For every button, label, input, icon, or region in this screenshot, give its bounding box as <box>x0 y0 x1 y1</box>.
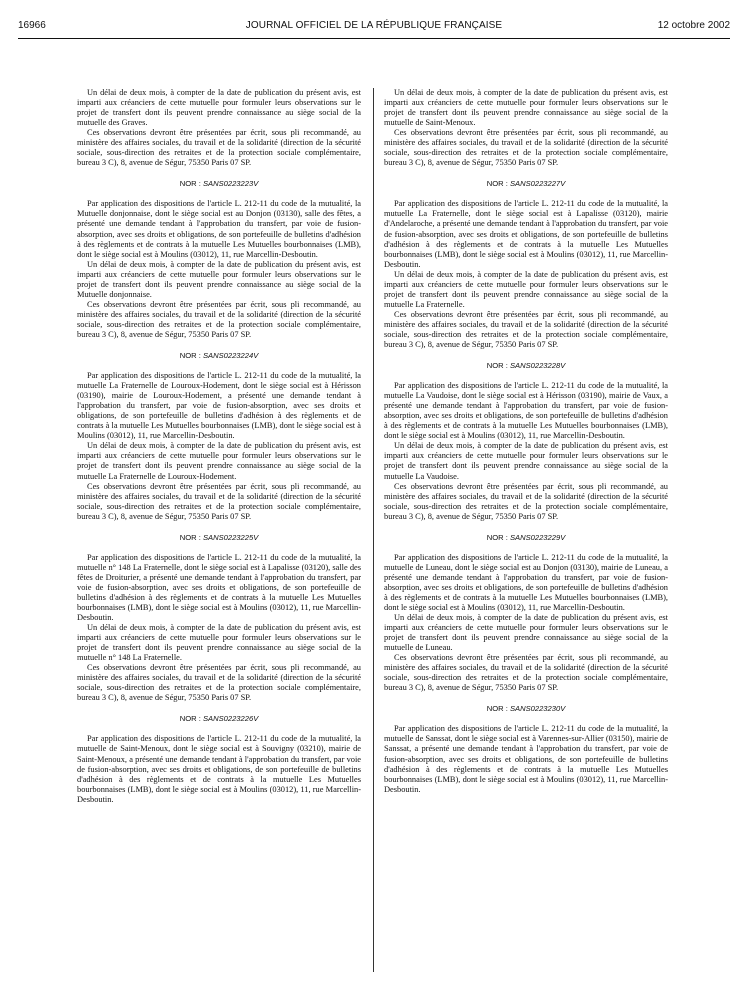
column-divider <box>373 88 374 972</box>
nor-reference <box>77 179 361 189</box>
nor-code: SANS0223226V <box>202 714 259 724</box>
paragraph: Un délai de deux mois, à compter de la date de publication du présent avis, est imparti aux créanciers de cette mutuelle pour formuler leurs observations sur le projet de transfert dont ils peuvent prendre connaissance au siège social de la mutuelle n° 148 La Fraternelle. <box>77 623 361 663</box>
paragraph: Ces observations devront être présentées par écrit, sous pli recommandé, au ministère des affaires sociales, du travail et de la solidarité (direction de la sécurité sociale, sous-direction des retraites et de la protection sociale complémentaire, bureau 3 C), 8, avenue de Ségur, 75350 Paris 07 SP. <box>384 653 668 693</box>
paragraph: Par application des dispositions de l'article L. 212-11 du code de la mutualité, la mutuelle La Fraternelle de Louroux-Hodement, dont le siège social est à Hérisson (03190), mairie de Louroux-Hodement, a présenté une demande tendant à l'approbation du transfert, par voie de fusion-absorption, avec ses droits et obligations, de son portefeuille de bulletins d'adhésion à des règlements et de contrats à la mutuelle Les Mutuelles bourbonnaises (LMB), dont le siège social est à Moulins (03012), 11, rue Marcellin-Desboutin. <box>77 371 361 441</box>
paragraph: Un délai de deux mois, à compter de la date de publication du présent avis, est imparti aux créanciers de cette mutuelle pour formuler leurs observations sur le projet de transfert dont ils peuvent prendre connaissance au siège social de la mutuelle des Graves. <box>77 88 361 128</box>
nor-reference <box>384 179 668 189</box>
left-column <box>77 88 361 978</box>
nor-reference <box>77 714 361 724</box>
paragraph: Un délai de deux mois, à compter de la date de publication du présent avis, est imparti aux créanciers de cette mutuelle pour formuler leurs observations sur le projet de transfert dont ils peuvent prendre connaissance au siège social de la mutuelle La Vaudoise. <box>384 441 668 481</box>
paragraph: Par application des dispositions de l'article L. 212-11 du code de la mutualité, la mutuelle de Luneau, dont le siège social est au Donjon (03130), mairie de Luneau, a présenté une demande tendant à l'approbation du transfert, par voie de fusion-absorption, avec ses droits et obligations, de son portefeuille de bulletins d'adhésion à des règlements et de contrats à la mutuelle Les Mutuelles bourbonnaises (LMB), dont le siège social est à Moulins (03012), 11, rue Marcellin-Desboutin. <box>384 552 668 612</box>
nor-code: SANS0223230V <box>509 704 566 714</box>
paragraph: Par application des dispositions de l'article L. 212-11 du code de la mutualité, la Mutuelle donjonnaise, dont le siège social est au Donjon (03130), salle des fêtes, a présenté une demande tendant à l'approbation du transfert, par voie de fusion-absorption, avec ses droits et obligations, de son portefeuille de bulletins d'adhésion à des règlements et de contrats à la mutuelle Les Mutuelles bourbonnaises (LMB), dont le siège social est à Moulins (03012), 11, rue Marcellin-Desboutin. <box>77 199 361 259</box>
nor-label: NOR : <box>179 714 201 724</box>
paragraph: Par application des dispositions de l'article L. 212-11 du code de la mutualité, la mutuelle La Vaudoise, dont le siège social est à Hérisson (03190), mairie de Vaux, a présenté une demande tendant à l'approbation du transfert, par voie de fusion-absorption, avec ses droits et obligations, de son portefeuille de bulletins d'adhésion à des règlements et de contrats à la mutuelle Les Mutuelles bourbonnaises (LMB), dont le siège social est à Moulins (03012), 11, rue Marcellin-Desboutin. <box>384 381 668 441</box>
nor-code: SANS0223224V <box>202 351 259 361</box>
paragraph: Un délai de deux mois, à compter de la date de publication du présent avis, est imparti aux créanciers de cette mutuelle pour formuler leurs observations sur le projet de transfert dont ils peuvent prendre connaissance au siège social de la mutuelle La Fraternelle de Louroux-Hodement. <box>77 441 361 481</box>
nor-reference <box>384 704 668 714</box>
nor-label: NOR : <box>179 351 201 361</box>
issue-date: 12 octobre 2002 <box>657 20 730 31</box>
paragraph: Ces observations devront être présentées par écrit, sous pli recommandé, au ministère des affaires sociales, du travail et de la solidarité (direction de la sécurité sociale, sous-direction des retraites et de la protection sociale complémentaire, bureau 3 C), 8, avenue de Ségur, 75350 Paris 07 SP. <box>384 309 668 350</box>
paragraph: Ces observations devront être présentées par écrit, sous pli recommandé, au ministère des affaires sociales, du travail et de la solidarité (direction de la sécurité sociale, sous-direction des retraites et de la protection sociale complémentaire, bureau 3 C), 8, avenue de Ségur, 75350 Paris 07 SP. <box>77 481 361 521</box>
nor-label: NOR : <box>486 704 508 714</box>
nor-code: SANS0223223V <box>202 179 259 189</box>
paragraph: Ces observations devront être présentées par écrit, sous pli recommandé, au ministère des affaires sociales, du travail et de la solidarité (direction de la sécurité sociale, sous-direction des retraites et de la protection sociale complémentaire, bureau 3 C), 8, avenue de Ségur, 75350 Paris 07 SP. <box>77 128 361 168</box>
paragraph: Un délai de deux mois, à compter de la date de publication du présent avis, est imparti aux créanciers de cette mutuelle pour formuler leurs observations sur le projet de transfert dont ils peuvent prendre connaissance au siège social de la mutuelle de Luneau. <box>384 613 668 653</box>
journal-title: JOURNAL OFFICIEL DE LA RÉPUBLIQUE FRANÇAISE <box>245 20 503 31</box>
header-rule <box>18 38 730 39</box>
nor-reference <box>77 351 361 361</box>
nor-reference <box>384 533 668 543</box>
right-column <box>384 88 668 978</box>
paragraph: Par application des dispositions de l'article L. 212-11 du code de la mutualité, la mutuelle de Sanssat, dont le siège social est à Varennes-sur-Allier (03150), mairie de Sanssat, a présenté une demande tendant à l'approbation du transfert, par voie de fusion-absorption, avec ses droits et obligations, de son portefeuille de bulletins d'adhésion à des règlements et de contrats à la mutuelle Les Mutuelles bourbonnaises (LMB), dont le siège social est à Moulins (03012), 11, rue Marcellin-Desboutin. <box>384 724 668 794</box>
nor-code: SANS0223227V <box>509 179 566 189</box>
nor-label: NOR : <box>486 179 508 189</box>
nor-label: NOR : <box>486 361 508 371</box>
paragraph: Ces observations devront être présentées par écrit, sous pli recommandé, au ministère des affaires sociales, du travail et de la solidarité (direction de la sécurité sociale, sous-direction des retraites et de la protection sociale complémentaire, bureau 3 C), 8, avenue de Ségur, 75350 Paris 07 SP. <box>384 481 668 521</box>
page-header <box>18 20 730 36</box>
paragraph: Un délai de deux mois, à compter de la date de publication du présent avis, est imparti aux créanciers de cette mutuelle pour formuler leurs observations sur le projet de transfert dont ils peuvent prendre connaissance au siège social de la mutuelle La Fraternelle. <box>384 269 668 309</box>
paragraph: Par application des dispositions de l'article L. 212-11 du code de la mutualité, la mutuelle La Fraternelle, dont le siège social est à Lapalisse (03120), mairie d'Andelaroche, a présenté une demande tendant à l'approbation du transfert, par voie de fusion-absorption, avec ses droits et obligations, de son portefeuille de bulletins d'adhésion à des règlements et de contrats à la mutuelle Les Mutuelles bourbonnaises (LMB), dont le siège social est à Moulins (03012), 11, rue Marcellin-Desboutin. <box>384 199 668 269</box>
nor-label: NOR : <box>179 179 201 189</box>
paragraph: Ces observations devront être présentées par écrit, sous pli recommandé, au ministère des affaires sociales, du travail et de la solidarité (direction de la sécurité sociale, sous-direction des retraites et de la protection sociale complémentaire, bureau 3 C), 8, avenue de Ségur, 75350 Paris 07 SP. <box>384 128 668 168</box>
nor-code: SANS0223229V <box>509 532 566 542</box>
nor-code: SANS0223228V <box>509 361 566 371</box>
paragraph: Ces observations devront être présentées par écrit, sous pli recommandé, au ministère des affaires sociales, du travail et de la solidarité (direction de la sécurité sociale, sous-direction des retraites et de la protection sociale complémentaire, bureau 3 C), 8, avenue de Ségur, 75350 Paris 07 SP. <box>77 663 361 703</box>
paragraph: Un délai de deux mois, à compter de la date de publication du présent avis, est imparti aux créanciers de cette mutuelle pour formuler leurs observations sur le projet de transfert dont ils peuvent prendre connaissance au siège social de la mutuelle de Saint-Menoux. <box>384 88 668 128</box>
paragraph: Ces observations devront être présentées par écrit, sous pli recommandé, au ministère des affaires sociales, du travail et de la solidarité (direction de la sécurité sociale, sous-direction des retraites et de la protection sociale complémentaire, bureau 3 C), 8, avenue de Ségur, 75350 Paris 07 SP. <box>77 299 361 339</box>
nor-reference <box>77 533 361 543</box>
page-number: 16966 <box>18 20 46 31</box>
paragraph: Par application des dispositions de l'article L. 212-11 du code de la mutualité, la mutuelle de Saint-Menoux, dont le siège social est à Souvigny (03210), mairie de Saint-Menoux, a présenté une demande tendant à l'approbation du transfert, par voie de fusion-absorption, avec ses droits et obligations, de son portefeuille de bulletins d'adhésion à des règlements et de contrats à la mutuelle Les Mutuelles bourbonnaises (LMB), dont le siège social est à Moulins (03012), 11, rue Marcellin-Desboutin. <box>77 734 361 804</box>
nor-label: NOR : <box>179 532 201 542</box>
nor-reference <box>384 361 668 371</box>
nor-label: NOR : <box>486 532 508 542</box>
paragraph: Un délai de deux mois, à compter de la date de publication du présent avis, est imparti aux créanciers de cette mutuelle pour formuler leurs observations sur le projet de transfert dont ils peuvent prendre connaissance au siège social de la Mutuelle donjonnaise. <box>77 259 361 299</box>
nor-code: SANS0223225V <box>202 532 259 542</box>
paragraph: Par application des dispositions de l'article L. 212-11 du code de la mutualité, la mutuelle n° 148 La Fraternelle, dont le siège social est à Lapalisse (03120), salle des fêtes de Droiturier, a présenté une demande tendant à l'approbation du transfert, par voie de fusion-absorption, avec ses droits et obligations, de son portefeuille de bulletins d'adhésion à des règlements et de contrats à la mutuelle Les Mutuelles bourbonnaises (LMB), dont le siège social est à Moulins (03012), 11, rue Marcellin-Desboutin. <box>77 552 361 623</box>
